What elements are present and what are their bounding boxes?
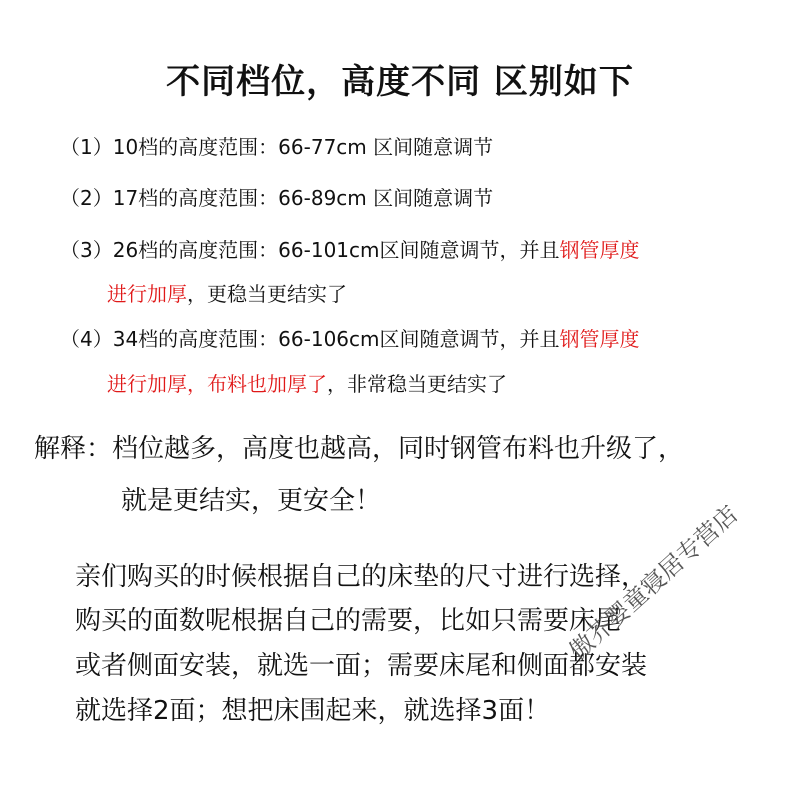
item-26-text-2: ，更稳当更结实了 bbox=[187, 282, 347, 306]
explanation-line2: 就是更结实，更安全！ bbox=[121, 486, 382, 516]
item-34-text-2: ，非常稳当更结实了 bbox=[327, 372, 507, 396]
note-line3: 或者侧面安装，就选一面；需要床尾和侧面都安装 bbox=[75, 651, 648, 681]
item-26-text: （3）26档的高度范围：66-101cm区间随意调节，并且 bbox=[60, 238, 560, 262]
store-watermark: 傲芥婴童寝居专营店 bbox=[564, 499, 744, 666]
item-34-levels-line2 bbox=[107, 368, 507, 397]
note-line1: 亲们购买的时候根据自己的床垫的尺寸进行选择， bbox=[75, 562, 648, 592]
note-line2: 购买的面数呢根据自己的需要，比如只需要床尾 bbox=[75, 606, 622, 636]
item-10-levels: （1）10档的高度范围：66-77cm 区间随意调节 bbox=[60, 135, 494, 159]
item-34-highlight: 钢管厚度 bbox=[559, 327, 640, 351]
item-26-levels-line1 bbox=[60, 234, 640, 263]
item-17-levels: （2）17档的高度范围：66-89cm 区间随意调节 bbox=[60, 186, 494, 210]
item-34-text: （4）34档的高度范围：66-106cm区间随意调节，并且 bbox=[60, 327, 560, 351]
explanation-line1: 解释：档位越多，高度也越高，同时钢管布料也升级了， bbox=[34, 434, 685, 464]
item-34-highlight-2: 进行加厚，布料也加厚了 bbox=[107, 372, 327, 396]
item-26-highlight: 钢管厚度 bbox=[559, 238, 640, 262]
item-26-highlight-2: 进行加厚 bbox=[107, 282, 187, 306]
note-line4: 就选择2面；想把床围起来，就选择3面！ bbox=[75, 696, 551, 726]
item-26-levels-line2 bbox=[107, 278, 347, 307]
page-title: 不同档位，高度不同 区别如下 bbox=[166, 62, 634, 102]
item-34-levels-line1 bbox=[60, 323, 640, 352]
